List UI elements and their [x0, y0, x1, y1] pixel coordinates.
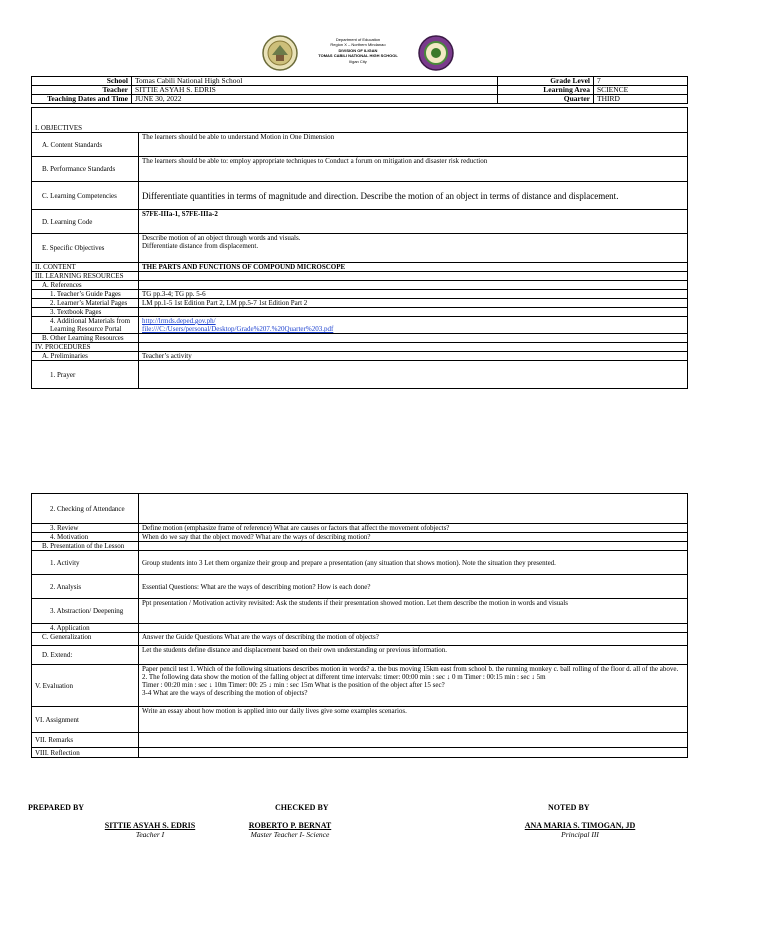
additional-materials-value [139, 317, 688, 334]
quarter-value: THIRD [594, 95, 688, 104]
analysis-value: Essential Questions: What are the ways of describing motion? How is each done? [139, 575, 688, 599]
lesson-plan-table-part2 [31, 493, 688, 758]
evaluation-line: Paper pencil test 1. Which of the following situations describes motion in words? a. the bus moving 15km east from school b. the running monkey c. ball rolling of the floor d. all of the above. [142, 665, 679, 673]
activity-label: 1. Activity [32, 551, 139, 575]
evaluation-line: 3-4 What are the ways of describing the motion of objects? [142, 689, 308, 697]
header-info-table [31, 76, 688, 104]
textbook-label: 3. Textbook Pages [32, 308, 139, 317]
activity-value: Group students into 3 Let them organize their group and prepare a presentation (any situation that shows motion). Note the situation they presented. [139, 551, 688, 575]
letterhead-line: DIVISION OF ILIGAN [338, 47, 378, 53]
textbook-value [139, 308, 688, 317]
preliminaries-label: A. Preliminaries [32, 352, 139, 361]
lm-label: 2. Learner’s Material Pages [32, 299, 139, 308]
objectives-heading: I. OBJECTIVES [32, 124, 688, 133]
generalization-label: C. Generalization [32, 633, 139, 646]
grade-value: 7 [594, 77, 688, 86]
presentation-value [139, 542, 688, 551]
school-value: Tomas Cabili National High School [132, 77, 498, 86]
evaluation-label: V. Evaluation [32, 665, 139, 707]
prepared-role: Teacher I [135, 830, 165, 839]
deped-seal-logo [262, 35, 298, 71]
reflection-label: VIII. Reflection [32, 748, 139, 758]
noted-signature [480, 821, 680, 839]
objective-line: Differentiate distance from displacement. [142, 242, 259, 250]
area-label: Learning Area [498, 86, 594, 95]
checked-signature [210, 821, 370, 839]
spacer-row [32, 108, 688, 125]
learning-code-label: D. Learning Code [32, 210, 139, 234]
extend-value: Let the students define distance and displacement based on their own understanding or previous information. [139, 646, 688, 665]
specific-objectives-value [139, 234, 688, 263]
checked-name: ROBERTO P. BERNAT [248, 821, 332, 830]
objective-line: Describe motion of an object through words and visuals. [142, 234, 301, 242]
specific-objectives-label: E. Specific Objectives [32, 234, 139, 263]
noted-by-heading: NOTED BY [548, 803, 590, 812]
evaluation-value [139, 665, 688, 707]
dates-value: JUNE 30, 2022 [132, 95, 498, 104]
review-value: Define motion (emphasize frame of reference) What are causes or factors that affect the movement ofobjects? [139, 524, 688, 533]
remarks-value [139, 733, 688, 748]
checked-by-heading: CHECKED BY [275, 803, 329, 812]
extend-label: D. Extend: [32, 646, 139, 665]
letterhead-line: Department of Education [335, 37, 381, 42]
noted-role: Principal III [561, 830, 599, 839]
prayer-value [139, 361, 688, 389]
attendance-value [139, 494, 688, 524]
attendance-label: 2. Checking of Attendance [32, 494, 139, 524]
resource-link[interactable]: file:///C:/Users/personal/Desktop/Grade%207.%20Quarter%203.pdf [142, 325, 334, 333]
review-label: 3. Review [32, 524, 139, 533]
evaluation-line: 2. The following data show the motion of the falling object at different time intervals: timer: 00:00 min : sec ↓ 0 m Timer : 00:15 min : sec ↓ 5m [142, 673, 546, 681]
resource-link[interactable]: http://lrmds.deped.gov.ph/ [142, 317, 216, 325]
checked-role: Master Teacher I- Science [250, 830, 330, 839]
school-seal-logo [418, 35, 454, 71]
generalization-value: Answer the Guide Questions What are the ways of describing the motion of objects? [139, 633, 688, 646]
prayer-label: 1. Prayer [32, 361, 139, 389]
analysis-label: 2. Analysis [32, 575, 139, 599]
content-standards-label: A. Content Standards [32, 133, 139, 157]
prepared-signature [70, 821, 230, 839]
lm-value: LM pp.1-5 1st Edition Part 2, LM pp.5-7 1st Edition Part 2 [139, 299, 688, 308]
performance-standards-label: B. Performance Standards [32, 157, 139, 182]
letterhead-line: Iligan City [349, 58, 367, 64]
evaluation-line: Timer : 00:20 min : sec ↓ 10m Timer: 00: 25 ↓ min : sec 15m What is the position of the object after 15 sec? [142, 681, 445, 689]
competencies-label: C. Learning Competencies [32, 182, 139, 210]
content-value: THE PARTS AND FUNCTIONS OF COMPOUND MICROSCOPE [139, 263, 688, 272]
motivation-value: When do we say that the object moved? What are the ways of describing motion? [139, 533, 688, 542]
application-value [139, 624, 688, 633]
lesson-plan-table-part1 [31, 107, 688, 389]
assignment-label: VI. Assignment [32, 707, 139, 733]
abstraction-value: Ppt presentation / Motivation activity revisited: Ask the students if their presentation showed motion. Let them describe the motion in words and visuals [139, 599, 688, 624]
performance-standards-value: The learners should be able to: employ appropriate techniques to Conduct a forum on mitigation and disaster risk reduction [139, 157, 688, 182]
teacher-label: Teacher [32, 86, 132, 95]
reflection-value [139, 748, 688, 758]
abstraction-label: 3. Abstraction/ Deepening [32, 599, 139, 624]
tg-value: TG pp.3-4; TG pp. 5-6 [139, 290, 688, 299]
procedures-value [139, 343, 688, 352]
letterhead-line: TOMAS CABILI NATIONAL HIGH SCHOOL [318, 53, 398, 59]
preliminaries-value: Teacher’s activity [139, 352, 688, 361]
remarks-label: VII. Remarks [32, 733, 139, 748]
assignment-value: Write an essay about how motion is applied into our daily lives give some examples scenarios. [139, 707, 688, 733]
competencies-value: Differentiate quantities in terms of magnitude and direction. Describe the motion of an object in terms of distance and displacement. [139, 182, 688, 210]
additional-materials-label: 4. Additional Materials from Learning Resource Portal [32, 317, 139, 334]
application-label: 4. Application [32, 624, 139, 633]
area-value: SCIENCE [594, 86, 688, 95]
school-label: School [32, 77, 132, 86]
quarter-label: Quarter [498, 95, 594, 104]
other-resources-value [139, 334, 688, 343]
references-value [139, 281, 688, 290]
letterhead-text [300, 37, 416, 64]
learning-code-value: S7FE-IIIa-1, S7FE-IIIa-2 [139, 210, 688, 234]
presentation-label: B. Presentation of the Lesson [32, 542, 139, 551]
letterhead-line: Region X – Northern Mindanao [330, 42, 386, 48]
prepared-by-heading: PREPARED BY [28, 803, 85, 812]
procedures-label: IV. PROCEDURES [32, 343, 139, 352]
other-resources-label: B. Other Learning Resources [32, 334, 139, 343]
teacher-value: SITTIE ASYAH S. EDRIS [132, 86, 498, 95]
content-label: II. CONTENT [32, 263, 139, 272]
resources-label: III. LEARNING RESOURCES [32, 272, 139, 281]
dates-label: Teaching Dates and Time [32, 95, 132, 104]
grade-label: Grade Level [498, 77, 594, 86]
prepared-name: SITTIE ASYAH S. EDRIS [104, 821, 196, 830]
references-label: A. References [32, 281, 139, 290]
tg-label: 1. Teacher’s Guide Pages [32, 290, 139, 299]
resources-value [139, 272, 688, 281]
motivation-label: 4. Motivation [32, 533, 139, 542]
content-standards-value: The learners should be able to understand Motion in One Dimension [139, 133, 688, 157]
noted-name: ANA MARIA S. TIMOGAN, JD [524, 821, 636, 830]
